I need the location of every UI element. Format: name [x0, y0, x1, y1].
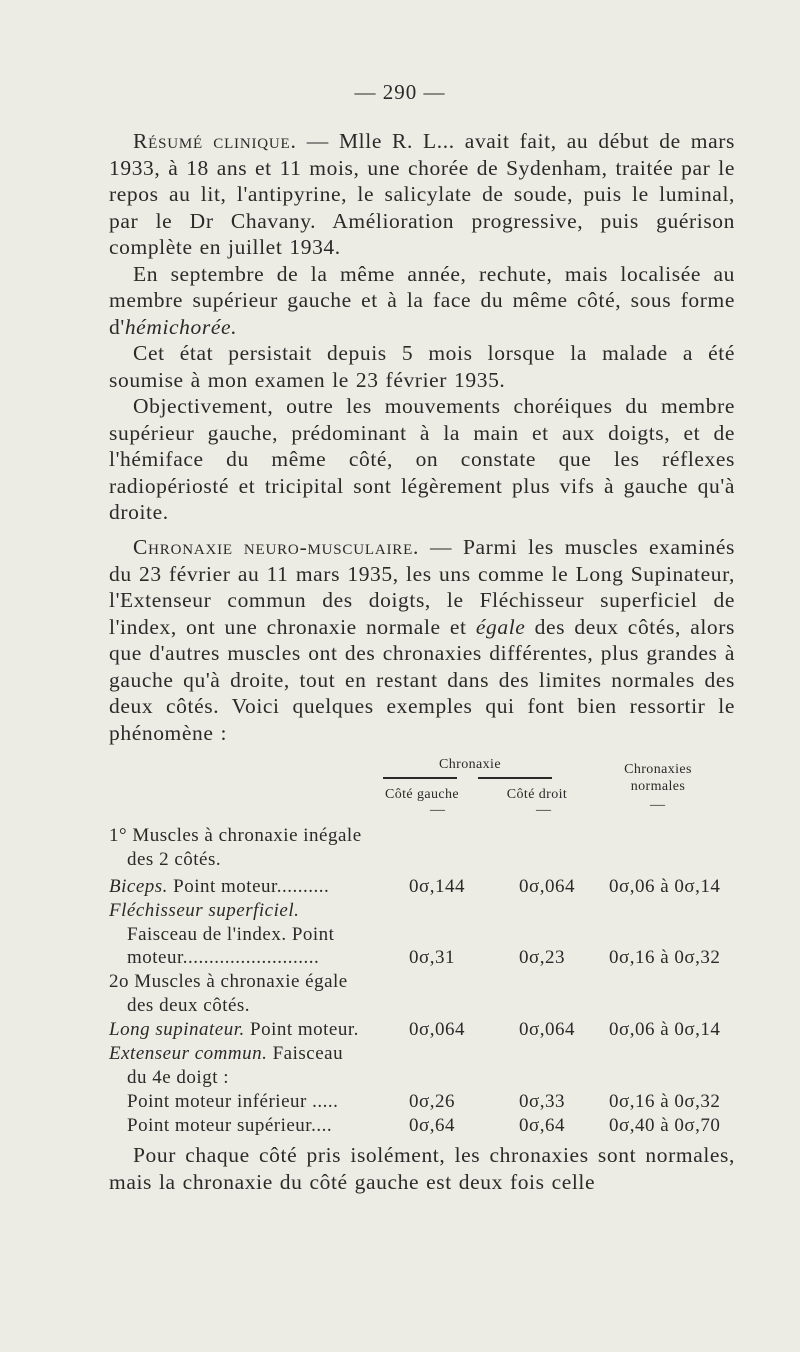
header-chronaxie: Chronaxie — [439, 757, 501, 772]
document-page: — 290 — Résumé clinique. — Mlle R. L... avait fait, au début de mars 1933, à 18 ans et 11 mois, une chorée de Sydenham, traitée par le repos au lit, l'antipyrine, le salicylate de soude, puis le luminal, par le Dr Chavany. Amélioration progressive, puis guérison complète en juillet 1934. En septembre de la même année, rechute, mais localisée au membre supérieur gauche et à la face du même côté, sous forme d'hémichorée. Cet état persistait depuis 5 mois lorsque la malade a été soumise à mon examen le 23 février 1935. Objectivement, outre les mouvements choréiques du membre supérieur gauche, prédominant à la main et aux doigts, et de l'hémiface du même côté, on constate que les réflexes radiopériosté et tricipital sont légèrement plus vifs à gauche qu'à droite. Chronaxie neuro-musculaire. — Parmi les muscles examinés du 23 février au 11 mars 1935, les uns comme le Long Supinateur, l'Extenseur commun des doigts, le Fléchisseur superficiel de l'index, ont une chronaxie normale et égale des deux côtés, alors que d'autres muscles ont des chronaxies différentes, plus grandes à gauche qu'à droite, tout en restant dans des limites normales des deux côtés. Voici quelques exemples qui font bien ressortir le phénomène : Chronaxie Côté gauche Côté droit Chronaxies normales — — — 1° Muscles à chronaxie inégale des 2 côtés. Biceps. Point moteur.......... 0σ,144 0σ,064 0σ,06 à 0σ,14 Fléchisseur superficiel. Faisceau de l'index. Point moteur.......................... 0σ,31 0σ,23 0σ,16 à 0σ,32 2o Muscles à chronaxie égale des deux côtés. Long supinateur. Point moteur. 0σ,064 0σ,064 0σ,06 à 0σ,14 Extenseur commun. Faisceau du 4e doigt : Point moteur inférieur ..... 0σ,26 0σ,33 0σ,16 à 0σ,32 Point moteur supérieur.... 0σ,64 0σ,64 0σ,40 à 0σ,70 Pour chaque côté pris isolément, les chronaxies sont normales, mais la chronaxie du côté gauche est deux fois celle — [0, 0, 800, 1352]
flechisseur-left: 0σ,31 — [409, 947, 455, 968]
inf-normal: 0σ,16 à 0σ,32 — [609, 1091, 721, 1112]
exam-date-text: Cet état persistait depuis 5 mois lorsque la malade a été soumise à mon examen le 23 février 1935. — [109, 341, 735, 392]
header-cote-gauche: Côté gauche — [385, 787, 459, 802]
page-number: — 290 — — [354, 80, 446, 104]
chronaxie-paragraph — [109, 534, 735, 746]
hemichorea-term: hémichorée. — [124, 314, 238, 339]
sup-left: 0σ,64 — [409, 1115, 455, 1136]
biceps-right: 0σ,064 — [519, 876, 575, 897]
biceps-normal: 0σ,06 à 0σ,14 — [609, 876, 721, 897]
inf-left: 0σ,26 — [409, 1091, 455, 1112]
dash-col2: — — [536, 802, 551, 818]
conclusion-text: Pour chaque côté pris isolément, les chronaxies sont normales, mais la chronaxie du côté gauche est deux fois celle — [109, 1143, 735, 1194]
brace-right — [478, 777, 552, 779]
conclusion-paragraph — [109, 1142, 735, 1195]
inf-right: 0σ,33 — [519, 1091, 565, 1112]
header-chronaxies-normales-2: normales — [630, 779, 686, 794]
biceps-name: Biceps. — [109, 876, 168, 897]
sup-right: 0σ,64 — [519, 1115, 565, 1136]
flechisseur-normal: 0σ,16 à 0σ,32 — [609, 947, 721, 968]
clinical-summary-text: — Mlle R. L... avait fait, au début de mars 1933, à 18 ans et 11 mois, une chorée de Sydenham, traitée par le repos au lit, l'antipyrine, le salicylate de soude, puis le luminal, par le Dr Chavany. Amélioration progressive, puis guérison complète en juillet 1934. — [109, 129, 736, 259]
dash-col3: — — [650, 797, 665, 813]
brace-left — [383, 777, 457, 779]
dash-col1: — — [430, 802, 445, 818]
header-cote-droit: Côté droit — [506, 787, 568, 802]
clinical-summary-heading: Résumé clinique. — [133, 129, 297, 153]
chronaxie-text-a: — Parmi les muscles examinés du 23 février au 11 mars 1935, les uns comme le Long Supinateur, l'Extenseur commun des doigts, le Fléchisseur superficiel de l'index, ont une chronaxie normale et — [109, 535, 735, 639]
chronaxie-text-b: des deux côtés, alors que d'autres muscles ont des chronaxies différentes, plus grandes à gauche qu'à droite, tout en restant dans des limites normales des deux côtés. Voici quelques exemples qui font bien ressortir le phénomène : — [109, 614, 735, 745]
long-left: 0σ,064 — [409, 1019, 465, 1040]
biceps-left: 0σ,144 — [409, 876, 465, 897]
long-normal: 0σ,06 à 0σ,14 — [609, 1019, 721, 1040]
header-chronaxies-normales-1: Chronaxies — [624, 762, 692, 777]
chronaxie-egale: égale — [475, 614, 526, 639]
objective-findings-text: Objectivement, outre les mouvements choréiques du membre supérieur gauche, prédominant à la main et aux doigts, et de l'hémiface du même côté, on constate que les réflexes radiopériosté et tricipital sont légèrement plus vifs à gauche qu'à droite. — [109, 394, 735, 524]
relapse-text: En septembre de la même année, rechute, mais localisée au membre supérieur gauche et à la face du même côté, sous forme d' — [109, 261, 735, 339]
chronaxie-heading: Chronaxie neuro-musculaire. — [133, 535, 420, 559]
clinical-summary-paragraph — [109, 128, 735, 526]
sup-normal: 0σ,40 à 0σ,70 — [609, 1115, 721, 1136]
flechisseur-right: 0σ,23 — [519, 947, 565, 968]
long-right: 0σ,064 — [519, 1019, 575, 1040]
